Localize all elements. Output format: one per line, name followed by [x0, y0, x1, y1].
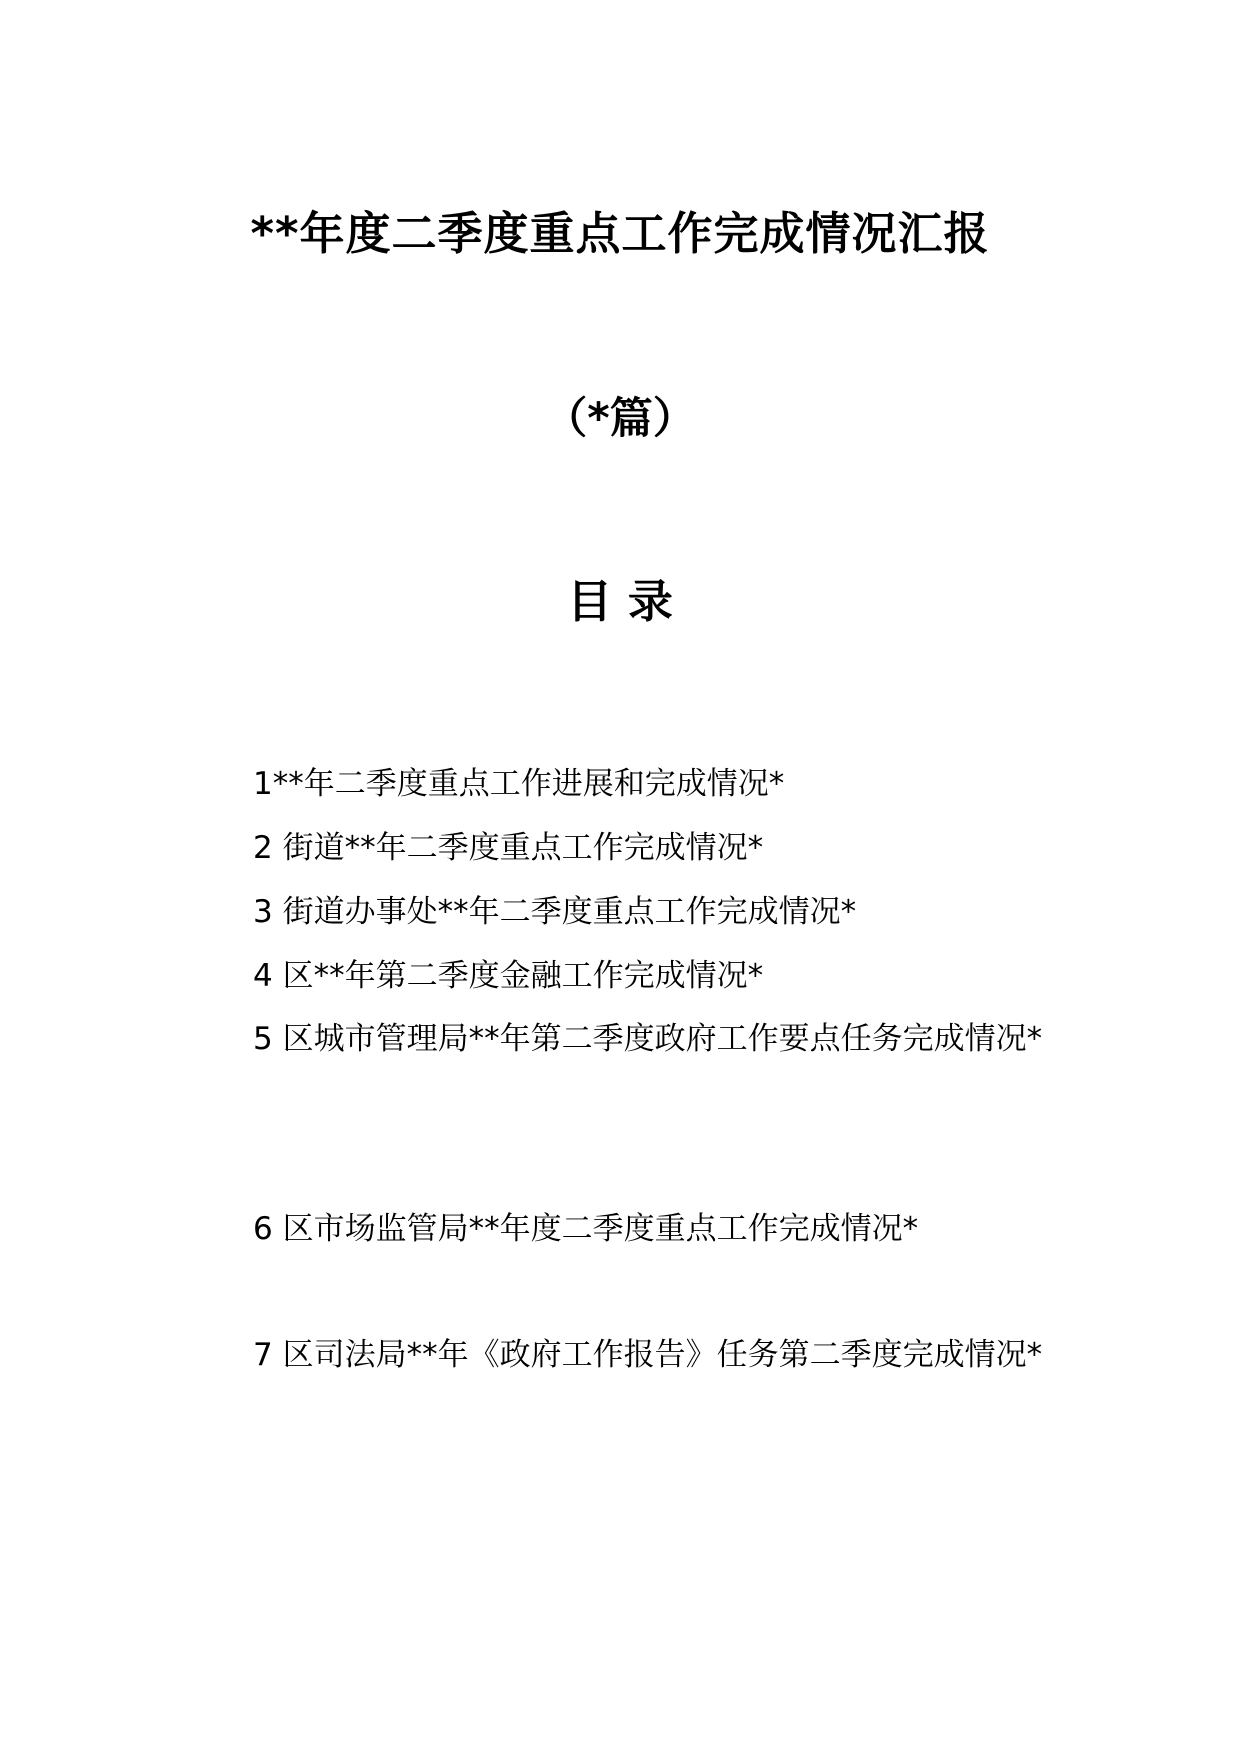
- toc-entry-1[interactable]: [185, 752, 1055, 816]
- toc-entry-text: 5 区城市管理局**年第二季度政府工作要点任务完成情况*: [253, 1021, 1043, 1057]
- toc-entry-text: 3 街道办事处**年二季度重点工作完成情况*: [253, 894, 857, 930]
- toc-entry-text: 2 街道**年二季度重点工作完成情况*: [253, 830, 764, 866]
- document-subtitle: （*篇）: [544, 394, 696, 444]
- toc-entry-5[interactable]: [185, 1007, 1055, 1071]
- toc-entry-6[interactable]: [185, 1197, 1055, 1261]
- toc-entry-3[interactable]: [185, 880, 1055, 944]
- toc-entry-text: 1**年二季度重点工作进展和完成情况*: [253, 766, 785, 802]
- document-title: **年度二季度重点工作完成情况汇报: [250, 207, 990, 260]
- toc-heading: 目 录: [567, 575, 673, 628]
- toc-entry-2[interactable]: [185, 816, 1055, 880]
- toc-entry-text: 4 区**年第二季度金融工作完成情况*: [253, 958, 764, 994]
- toc-entry-7[interactable]: [185, 1323, 1055, 1387]
- toc-entry-text: 7 区司法局**年《政府工作报告》任务第二季度完成情况*: [253, 1337, 1043, 1373]
- toc-entry-text: 6 区市场监管局**年度二季度重点工作完成情况*: [253, 1211, 919, 1247]
- toc-entry-4[interactable]: [185, 944, 1055, 1008]
